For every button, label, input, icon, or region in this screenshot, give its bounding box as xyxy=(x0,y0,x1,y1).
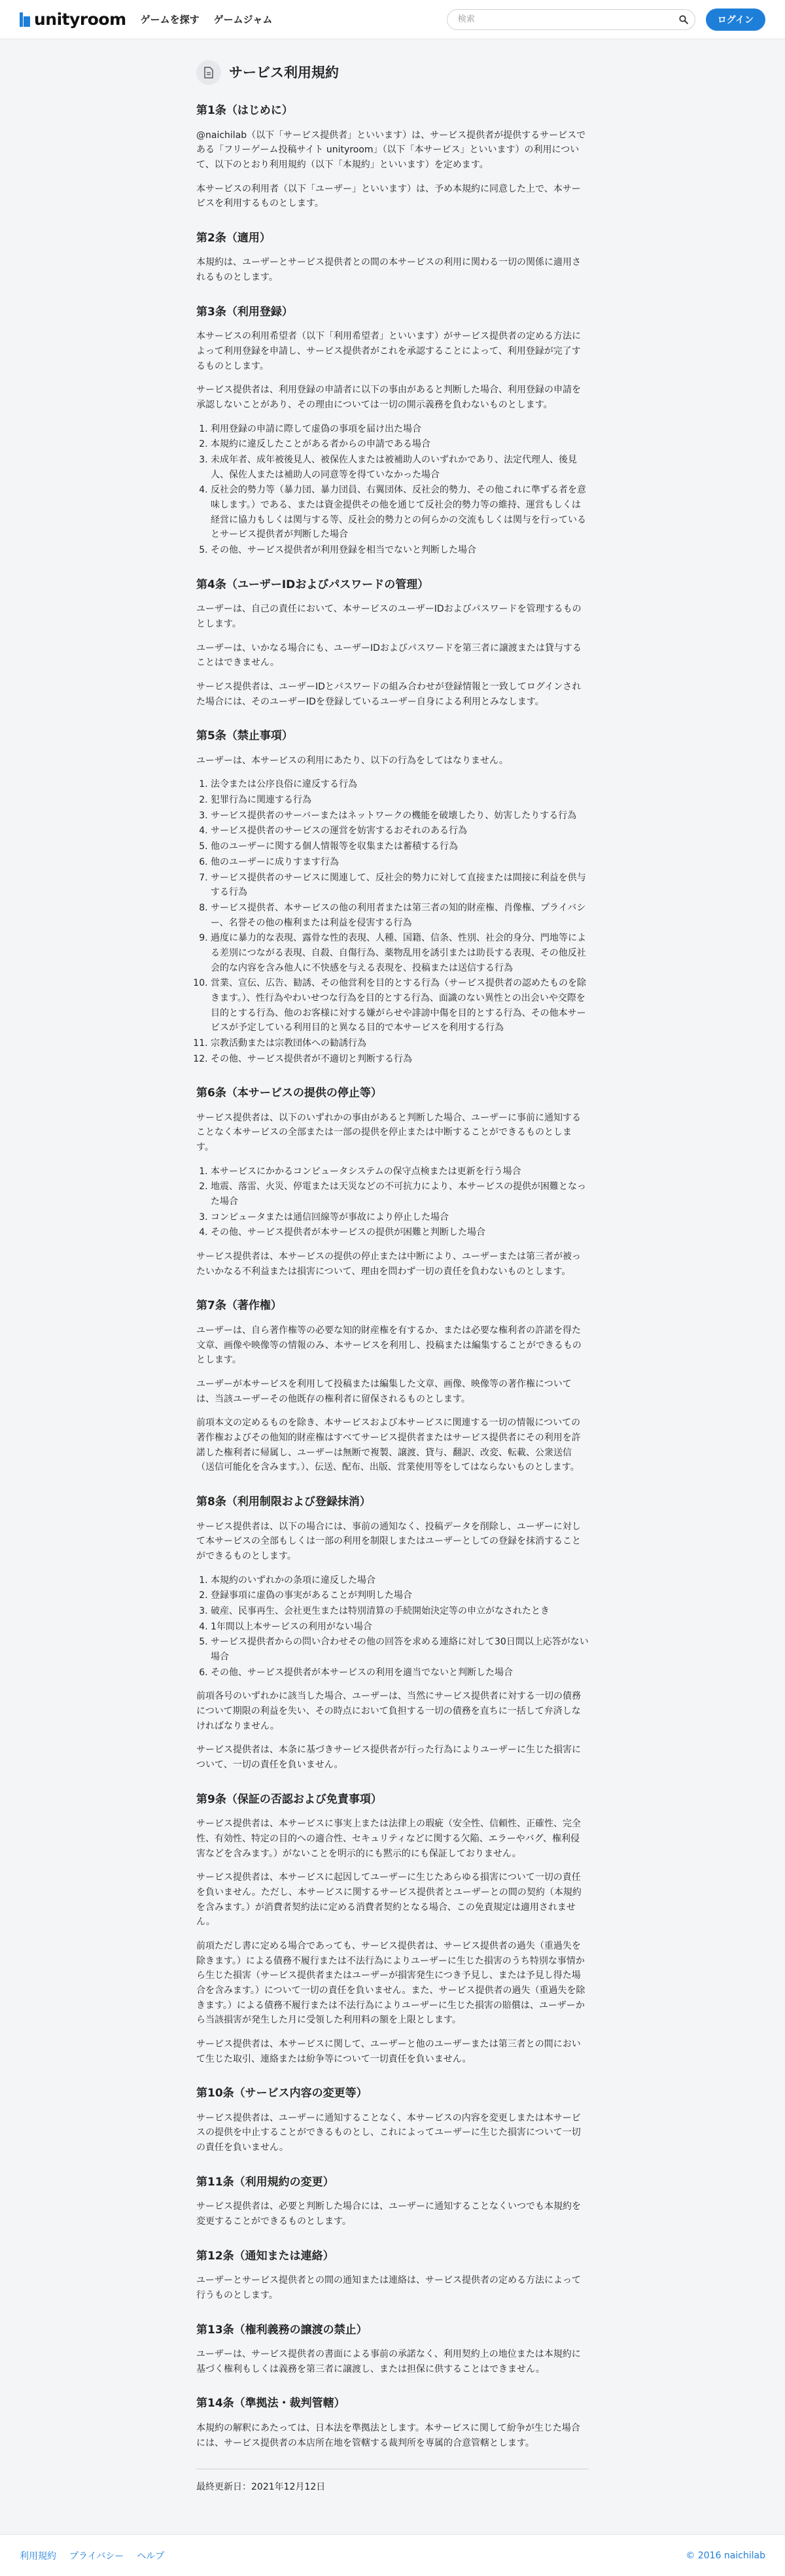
article-paragraph: ユーザーが本サービスを利用して投稿または編集した文章、画像、映像等の著作権については、当該ユーザーその他既存の権利者に留保されるものとします。 xyxy=(196,1379,572,1404)
list-item: 9. 過度に暴力的な表現、露骨な性的表現、人種、国籍、信条、性別、社会的身分、門地等による差別につながる表現、自殺、自傷行為、薬物乱用を誘引または助長する表現、その他反社会的な内容を含み他人に不快感を与える表現を、投稿または送信する行為 xyxy=(211,931,589,975)
article-title: 第1条（はじめに） xyxy=(196,104,293,117)
list-item: 3. サービス提供者のサーバーまたはネットワークの機能を破壊したり、妨害したりする行為 xyxy=(211,809,589,824)
nav-find-games[interactable]: ゲームを探す xyxy=(140,14,200,26)
list-item: 4. 反社会的勢力等（暴力団、暴力団員、右翼団体、反社会的勢力、その他これに準ずる者を意味します。）である、または資金提供その他を通じて反社会的勢力等の維持、運営もしくは経営に協力もしくは関与する等、反社会的勢力との何らかの交流もしくは関与を行っているとサービス提供者が判断した場合 xyxy=(211,483,589,542)
article-section xyxy=(196,1085,589,1279)
search-input[interactable] xyxy=(458,14,679,24)
list-item: 1. 本サービスにかかるコンピュータシステムの保守点検または更新を行う場合 xyxy=(211,1164,589,1179)
article-title: 第5条（禁止事項） xyxy=(196,729,293,743)
article-title: 第2条（適用） xyxy=(196,231,271,245)
article-paragraph: 前項本文の定めるものを除き、本サービスおよび本サービスに関連する一切の情報についての著作権およびその他知的財産権はすべてサービス提供者またはサービス提供者にその利用を許諾した権利者に帰属し、ユーザーは無断で複製、譲渡、貸与、翻訳、改変、転載、公衆送信（送信可能化を含みます。）、伝送、配布、出版、営業使用等をしてはならないものとします。 xyxy=(196,1418,581,1473)
articles-container xyxy=(196,102,589,2450)
article-paragraph: サービス提供者は、本条に基づきサービス提供者が行った行為によりユーザーに生じた損害について、一切の責任を負いません。 xyxy=(196,1745,581,1770)
article-section xyxy=(196,230,589,285)
article-title: 第10条（サービス内容の変更等） xyxy=(196,2087,368,2100)
article-paragraph: ユーザーは、自ら著作権等の必要な知的財産権を有するか、または必要な権利者の許諾を得た文章、画像や映像等の情報のみ、本サービスを利用し、投稿または編集することができるものとします。 xyxy=(196,1325,582,1366)
article-section xyxy=(196,102,589,211)
list-item: 10. 営業、宣伝、広告、勧誘、その他営利を目的とする行為（サービス提供者の認めたものを除きます。）、性行為やわいせつな行為を目的とする行為、面識のない異性との出会いや交際を目的とする行為、他のお客様に対する嫌がらせや誹謗中傷を目的とする行為、その他本サービスが予定している利用目的と異なる目的で本サービスを利用する行為 xyxy=(211,976,589,1036)
page-heading xyxy=(196,60,589,85)
article-list xyxy=(196,1164,589,1240)
article-paragraph: サービス提供者は、本サービスに関して、ユーザーと他のユーザーまたは第三者との間において生じた取引、連絡または紛争等について一切責任を負いません。 xyxy=(196,2038,581,2064)
article-paragraph: 本規約は、ユーザーとサービス提供者との間の本サービスの利用に関わる一切の関係に適用されるものとします。 xyxy=(196,257,581,283)
last-updated: 最終更新日：2021年12月12日 xyxy=(196,2482,326,2493)
article-paragraph: サービス提供者は、ユーザーIDとパスワードの組み合わせが登録情報と一致してログインされた場合には、そのユーザーIDを登録しているユーザー自身による利用とみなします。 xyxy=(196,681,582,707)
site-logo[interactable] xyxy=(20,10,126,29)
article-section xyxy=(196,727,589,1066)
terms-content xyxy=(196,60,589,2495)
search-icon[interactable] xyxy=(679,15,688,24)
article-paragraph: ユーザーは、サービス提供者の書面による事前の承諾なく、利用契約上の地位または本規約に基づく権利もしくは義務を第三者に譲渡し、または担保に供することはできません。 xyxy=(196,2349,581,2375)
article-paragraph: サービス提供者は、以下のいずれかの事由があると判断した場合、ユーザーに事前に通知することなく本サービスの全部または一部の提供を停止または中断することができるものとします。 xyxy=(196,1112,581,1153)
article-paragraph: ユーザーは、自己の責任において、本サービスのユーザーIDおよびパスワードを管理するものとします。 xyxy=(196,604,582,629)
list-item: 2. 本規約に違反したことがある者からの申請である場合 xyxy=(211,437,589,452)
footer-link-terms[interactable]: 利用規約 xyxy=(20,2550,56,2562)
article-title: 第6条（本サービスの提供の停止等） xyxy=(196,1087,382,1100)
list-item: 11. 宗教活動または宗教団体への勧誘行為 xyxy=(211,1036,589,1051)
article-paragraph: サービス提供者は、ユーザーに通知することなく、本サービスの内容を変更しまたは本サービスの提供を中止することができるものとし、これによってユーザーに生じた損害について一切の責任を負いません。 xyxy=(196,2112,581,2153)
article-title: 第3条（利用登録） xyxy=(196,305,293,319)
article-section xyxy=(196,2174,589,2229)
article-section xyxy=(196,2085,589,2155)
list-item: 1. 本規約のいずれかの条項に違反した場合 xyxy=(211,1573,589,1588)
article-paragraph: サービス提供者は、必要と判断した場合には、ユーザーに通知することなくいつでも本規約を変更することができるものとします。 xyxy=(196,2201,581,2227)
article-section xyxy=(196,1493,589,1773)
article-section xyxy=(196,2395,589,2450)
article-title: 第8条（利用制限および登録抹消） xyxy=(196,1495,371,1509)
logo-text: unityroom xyxy=(34,10,126,29)
list-item: 1. 法令または公序良俗に違反する行為 xyxy=(211,777,589,792)
list-item: 3. 破産、民事再生、会社更生または特別清算の手続開始決定等の申立がなされたとき xyxy=(211,1604,589,1619)
article-paragraph: サービス提供者は、利用登録の申請者に以下の事由があると判断した場合、利用登録の申請を承認しないことがあり、その理由については一切の開示義務を負わないものとします。 xyxy=(196,385,581,410)
logo-mark-icon xyxy=(20,11,31,28)
list-item: 5. サービス提供者からの問い合わせその他の回答を求める連絡に対して30日間以上応答がない場合 xyxy=(211,1635,589,1664)
article-paragraph: 本サービスの利用者（以下「ユーザー」といいます）は、予め本規約に同意した上で、本サービスを利用するものとします。 xyxy=(196,183,581,209)
article-list xyxy=(196,422,589,558)
list-item: 6. その他、サービス提供者が本サービスの利用を適当でないと判断した場合 xyxy=(211,1665,589,1680)
list-item: 4. その他、サービス提供者が本サービスの提供が困難と判断した場合 xyxy=(211,1225,589,1240)
footer-link-privacy[interactable]: プライバシー xyxy=(69,2550,124,2562)
copyright: © 2016 naichilab xyxy=(686,2550,765,2561)
list-item: 4. サービス提供者のサービスの運営を妨害するおそれのある行為 xyxy=(211,824,589,839)
list-item: 5. 他のユーザーに関する個人情報等を収集または蓄積する行為 xyxy=(211,839,589,854)
article-title: 第14条（準拠法・裁判管轄） xyxy=(196,2397,345,2411)
article-paragraph: サービス提供者は、本サービスの提供の停止または中断により、ユーザーまたは第三者が被ったいかなる不利益または損害について、理由を問わず一切の責任を負わないものとします。 xyxy=(196,1251,581,1277)
article-title: 第7条（著作権） xyxy=(196,1299,282,1313)
list-item: 1. 利用登録の申請に際して虚偽の事項を届け出た場合 xyxy=(211,422,589,437)
list-item: 7. サービス提供者のサービスに関連して、反社会的勢力に対して直接または間接に利益を供与する行為 xyxy=(211,871,589,900)
site-header xyxy=(0,0,785,39)
list-item: 5. その他、サービス提供者が利用登録を相当でないと判断した場合 xyxy=(211,543,589,558)
article-section xyxy=(196,1791,589,2067)
article-list xyxy=(196,777,589,1066)
list-item: 2. 地震、落雷、火災、停電または天災などの不可抗力により、本サービスの提供が困難となった場合 xyxy=(211,1179,589,1209)
article-title: 第11条（利用規約の変更） xyxy=(196,2175,334,2189)
article-paragraph: サービス提供者は、本サービスに事実上または法律上の瑕疵（安全性、信頼性、正確性、完全性、有効性、特定の目的への適合性、セキュリティなどに関する欠陥、エラーやバグ、権利侵害などを含みます。）がないことを明示的にも黙示的にも保証しておりません。 xyxy=(196,1819,581,1859)
article-paragraph: 前項各号のいずれかに該当した場合、ユーザーは、当然にサービス提供者に対する一切の債務について期限の利益を失い、その時点において負担する一切の債務を直ちに一括して弁済しなければなりません。 xyxy=(196,1691,581,1732)
article-paragraph: サービス提供者は、以下の場合には、事前の通知なく、投稿データを削除し、ユーザーに対して本サービスの全部もしくは一部の利用を制限しまたはユーザーとしての登録を抹消することができるものとします。 xyxy=(196,1521,581,1561)
article-section xyxy=(196,304,589,558)
article-paragraph: ユーザーとサービス提供者との間の通知または連絡は、サービス提供者の定める方法によって行うものとします。 xyxy=(196,2275,581,2301)
article-section xyxy=(196,2248,589,2303)
page-title: サービス利用規約 xyxy=(229,64,339,80)
document-icon xyxy=(196,60,221,85)
article-paragraph: ユーザーは、いかなる場合にも、ユーザーIDおよびパスワードを第三者に譲渡または貸与することはできません。 xyxy=(196,642,582,669)
footer-link-help[interactable]: ヘルプ xyxy=(137,2550,165,2562)
nav-game-jam[interactable]: ゲームジャム xyxy=(213,14,273,26)
article-section xyxy=(196,576,589,710)
list-item: 2. 犯罪行為に関連する行為 xyxy=(211,793,589,808)
list-item: 2. 登録事項に虚偽の事実があることが判明した場合 xyxy=(211,1588,589,1603)
article-paragraph: サービス提供者は、本サービスに起因してユーザーに生じたあらゆる損害について一切の責任を負いません。ただし、本サービスに関するサービス提供者とユーザーとの間の契約（本規約を含みます。）が消費者契約法に定める消費者契約となる場合、この免責規定は適用されません。 xyxy=(196,1872,582,1928)
article-title: 第4条（ユーザーIDおよびパスワードの管理） xyxy=(196,578,429,591)
list-item: 12. その他、サービス提供者が不適切と判断する行為 xyxy=(211,1052,589,1067)
article-title: 第12条（通知または連絡） xyxy=(196,2249,334,2263)
list-item: 3. コンピュータまたは通信回線等が事故により停止した場合 xyxy=(211,1210,589,1225)
search-box xyxy=(447,9,695,30)
list-item: 6. 他のユーザーに成りすます行為 xyxy=(211,855,589,870)
article-paragraph: ユーザーは、本サービスの利用にあたり、以下の行為をしてはなりません。 xyxy=(196,755,508,766)
article-paragraph: 前項ただし書に定める場合であっても、サービス提供者は、サービス提供者の過失（重過失を除きます。）による債務不履行または不法行為によりユーザーに生じた損害のうち特別な事情から生じた損害（サービス提供者またはユーザーが損害発生につき予見し、または予見し得た場合を含みます。）について一切の責任を負いません。また、サービス提供者の過失（重過失を除きます。）による債務不履行または不法行為によりユーザーに生じた損害の賠償は、ユーザーから当該損害が発生した月に受領した利用料の額を上限とします。 xyxy=(196,1940,585,2026)
article-paragraph: @naichilab（以下「サービス提供者」といいます）は、サービス提供者が提供するサービスである「フリーゲーム投稿サイト unityroom」（以下「本サービス」といいます）の利用について、以下のとおり利用規約（以下「本規約」といいます）を定めます。 xyxy=(196,130,586,170)
article-list xyxy=(196,1573,589,1680)
article-section xyxy=(196,2322,589,2377)
article-paragraph: 本サービスの利用希望者（以下「利用希望者」といいます）がサービス提供者の定める方法によって利用登録を申請し、サービス提供者がこれを承認することによって、利用登録が完了するものとします。 xyxy=(196,331,581,372)
article-title: 第9条（保証の否認および免責事項） xyxy=(196,1792,382,1806)
article-section xyxy=(196,1297,589,1475)
article-paragraph: 本規約の解釈にあたっては、日本法を準拠法とします。本サービスに関して紛争が生じた場合には、サービス提供者の本店所在地を管轄する裁判所を専属的合意管轄とします。 xyxy=(196,2422,580,2448)
list-item: 4. 1年間以上本サービスの利用がない場合 xyxy=(211,1620,589,1635)
site-footer xyxy=(0,2534,785,2576)
login-button[interactable]: ログイン xyxy=(706,9,765,31)
article-title: 第13条（権利義務の譲渡の禁止） xyxy=(196,2323,368,2337)
list-item: 3. 未成年者、成年被後見人、被保佐人または被補助人のいずれかであり、法定代理人、後見人、保佐人または補助人の同意等を得ていなかった場合 xyxy=(211,453,589,482)
list-item: 8. サービス提供者、本サービスの他の利用者または第三者の知的財産権、肖像権、プライバシー、名誉その他の権利または利益を侵害する行為 xyxy=(211,901,589,930)
